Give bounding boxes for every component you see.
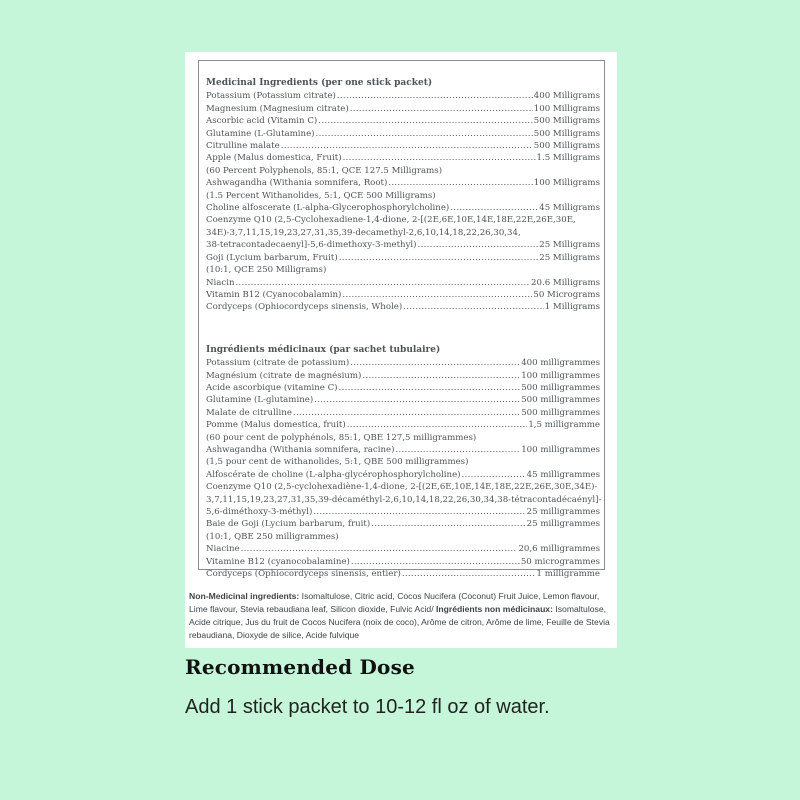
ingredient-name: Glutamine (L-Glutamine)	[206, 128, 315, 139]
french-ingredients-section	[206, 344, 600, 581]
ingredient-name: Ashwagandha (Withania somnifera, racine)	[206, 444, 395, 455]
ingredient-name: Choline alfoscerate (L-alpha-Glycerophosphorylcholine)	[206, 203, 450, 214]
dot-leader	[371, 518, 525, 530]
ingredient-row	[206, 177, 600, 189]
recommended-dose-heading: Recommended Dose	[185, 655, 415, 679]
ingredient-row	[206, 301, 600, 313]
ingredient-note: (60 Percent Polyphenols, 85:1, QCE 127.5 Milligrams)	[206, 165, 443, 176]
dot-leader	[314, 394, 520, 406]
ingredient-amount: 45 milligrammes	[526, 469, 600, 480]
ingredient-note: (10:1, QCE 250 Milligrams)	[206, 265, 327, 276]
ingredient-row	[206, 382, 600, 394]
ingredient-note: (60 pour cent de polyphénols, 85:1, QBE 127,5 milligrammes)	[206, 432, 477, 443]
ingredient-name: Glutamine (L-glutamine)	[206, 395, 314, 406]
dot-leader	[395, 444, 520, 456]
dot-leader	[241, 543, 518, 555]
ingredient-note: 3,7,11,15,19,23,27,31,35,39-décaméthyl-2,6,10,14,18,22,26,30,34,38-tétracontadécaényl]-	[206, 494, 602, 505]
ingredient-name: Potassium (citrate de potassium)	[206, 358, 350, 369]
ingredient-name: Niacin	[206, 277, 235, 288]
ingredient-amount: 20.6 Milligrams	[531, 277, 600, 288]
ingredient-amount: 25 Milligrams	[539, 240, 600, 251]
ingredient-row	[206, 568, 600, 580]
ingredient-amount: 1 milligramme	[536, 569, 600, 580]
ingredient-amount: 1,5 milligramme	[528, 420, 600, 431]
dot-leader	[281, 140, 533, 152]
ingredient-name: 38-tetracontadecaenyl]-5,6-dimethoxy-3-methyl)	[206, 240, 417, 251]
ingredient-amount: 100 Milligrams	[533, 103, 600, 114]
ingredient-name: Goji (Lycium barbarum, Fruit)	[206, 252, 338, 263]
ingredient-amount: 50 Micrograms	[533, 289, 600, 300]
dot-leader	[316, 128, 533, 140]
ingredient-row	[206, 115, 600, 127]
ingredient-row	[206, 407, 600, 419]
dot-leader	[347, 419, 528, 431]
non-medicinal-ingredients	[189, 590, 613, 642]
non-medicinal-label-en: Non-Medicinal ingredients:	[189, 591, 300, 601]
ingredient-amount: 500 Milligrams	[533, 141, 600, 152]
ingredient-row	[206, 556, 600, 568]
ingredient-row	[206, 444, 600, 456]
recommended-dose-text: Add 1 stick packet to 10-12 fl oz of water.	[185, 696, 550, 718]
ingredient-amount: 400 Milligrams	[533, 91, 600, 102]
ingredient-row	[206, 90, 600, 102]
ingredient-name: Malate de citrulline	[206, 407, 292, 418]
ingredient-row	[206, 370, 600, 382]
dot-leader	[350, 357, 520, 369]
ingredient-name: Vitamine B12 (cyanocobalamine)	[206, 556, 350, 567]
non-medicinal-text-fr: Isomaltulose, Acide citrique, Jus du fruit de Cocos Nucifera (noix de coco), Arôme de citron, Arôme de lime, Feuille de Stevia rebaudiana, Dioxyde de silice, Acide fulvique	[189, 604, 610, 640]
ingredient-name: 5,6-diméthoxy-3-méthyl)	[206, 507, 313, 517]
ingredient-amount: 25 Milligrams	[539, 252, 600, 263]
french-ingredient-list	[206, 357, 600, 580]
ingredient-name: Cordyceps (Ophiocordyceps sinensis, entier)	[206, 569, 401, 580]
ingredient-amount: 50 microgrammes	[520, 556, 600, 567]
ingredient-row	[206, 103, 600, 115]
ingredient-note: 34E)-3,7,11,15,19,23,27,31,35,39-decamethyl-2,6,10,14,18,22,26,30,34,	[206, 227, 521, 238]
ingredient-row	[206, 202, 600, 214]
english-section-title: Medicinal Ingredients (per one stick packet)	[206, 78, 433, 88]
english-ingredient-list	[206, 90, 600, 313]
dot-leader	[350, 103, 533, 115]
ingredient-name: Niacine	[206, 544, 240, 555]
dot-leader	[418, 239, 539, 251]
ingredient-name: Apple (Malus domestica, Fruit)	[206, 153, 342, 164]
dot-leader	[462, 469, 526, 481]
ingredient-name: Acide ascorbique (vitamine C)	[206, 382, 338, 393]
english-ingredients-section	[206, 77, 600, 314]
dot-leader	[337, 90, 533, 102]
dot-leader	[313, 506, 525, 518]
ingredient-name: Pomme (Malus domestica, fruit)	[206, 420, 346, 431]
medicinal-ingredients-panel	[198, 60, 605, 580]
dot-leader	[339, 252, 539, 264]
ingredient-row	[206, 518, 600, 530]
ingredient-amount: 25 milligrammes	[526, 507, 600, 517]
ingredient-amount: 20,6 milligrammes	[518, 544, 600, 555]
ingredient-amount: 1 Milligrams	[544, 302, 600, 313]
ingredient-amount: 500 Milligrams	[533, 128, 600, 139]
french-section-title: Ingrédients médicinaux (par sachet tubulaire)	[206, 344, 441, 355]
ingredient-row	[206, 277, 600, 289]
ingredient-amount: 1.5 Milligrams	[536, 153, 600, 164]
ingredient-row	[206, 252, 600, 264]
ingredient-note: (1,5 pour cent de withanolides, 5:1, QBE 500 milligrammes)	[206, 457, 469, 468]
dot-leader	[339, 382, 521, 394]
ingredient-name: Citrulline malate	[206, 141, 280, 152]
ingredient-note: (10:1, QBE 250 milligrammes)	[206, 531, 339, 542]
ingredient-name: Ashwagandha (Withania somnifera, Root)	[206, 178, 388, 189]
non-medicinal-label-fr: Ingrédients non médicinaux:	[435, 604, 553, 614]
ingredient-row	[206, 543, 600, 555]
dot-leader	[342, 289, 532, 301]
ingredient-row	[206, 239, 600, 251]
ingredient-name: Potassium (Potassium citrate)	[206, 91, 336, 102]
dot-leader	[343, 152, 536, 164]
ingredient-row	[206, 152, 600, 164]
dot-leader	[450, 202, 538, 214]
ingredient-amount: 100 milligrammes	[521, 444, 600, 455]
ingredient-amount: 100 Milligrams	[533, 178, 600, 189]
supplement-facts-label	[185, 52, 617, 648]
ingredient-note: (1.5 Percent Withanolides, 5:1, QCE 500 Milligrams)	[206, 190, 436, 201]
ingredient-name: Alfoscérate de choline (L-alpha-glycérophosphorylcholine)	[206, 469, 461, 480]
ingredient-amount: 500 milligrammes	[521, 382, 600, 393]
ingredient-row	[206, 140, 600, 152]
ingredient-amount: 100 milligrammes	[521, 370, 600, 381]
ingredient-note: Coenzyme Q10 (2,5-cyclohexadiène-1,4-dione, 2-[(2E,6E,10E,14E,18E,22E,26E,30E,34E)-	[206, 482, 598, 493]
ingredient-row	[206, 289, 600, 301]
ingredient-amount: 400 milligrammes	[521, 358, 600, 369]
ingredient-amount: 45 Milligrams	[539, 203, 600, 214]
dot-leader	[402, 568, 536, 580]
ingredient-row	[206, 128, 600, 140]
ingredient-row	[206, 506, 600, 518]
ingredient-amount: 500 milligrammes	[521, 407, 600, 418]
ingredient-amount: 25 milligrammes	[526, 519, 600, 530]
ingredient-name: Vitamin B12 (Cyanocobalamin)	[206, 289, 342, 300]
ingredient-row	[206, 357, 600, 369]
dot-leader	[351, 556, 520, 568]
ingredient-name: Cordyceps (Ophiocordyceps sinensis, Whole)	[206, 302, 403, 313]
ingredient-note: Coenzyme Q10 (2,5-Cyclohexadiene-1,4-dione, 2-[(2E,6E,10E,14E,18E,22E,26E,30E,	[206, 215, 576, 226]
dot-leader	[236, 277, 531, 289]
dot-leader	[318, 115, 533, 127]
dot-leader	[403, 301, 544, 313]
non-medicinal-text-en: Isomaltulose, Citric acid, Cocos Nucifera (Coconut) Fruit Juice, Lemon flavour, Lime flavour, Stevia rebaudiana leaf, Silicon dioxide, Fulvic Acid/	[189, 591, 600, 614]
ingredient-row	[206, 469, 600, 481]
dot-leader	[388, 177, 532, 189]
ingredient-name: Magnesium (Magnesium citrate)	[206, 103, 349, 114]
dot-leader	[293, 407, 520, 419]
ingredient-name: Ascorbic acid (Vitamin C)	[206, 116, 318, 127]
ingredient-amount: 500 Milligrams	[533, 116, 600, 127]
ingredient-amount: 500 milligrammes	[521, 395, 600, 406]
ingredient-name: Baie de Goji (Lycium barbarum, fruit)	[206, 519, 371, 530]
ingredient-row	[206, 394, 600, 406]
ingredient-name: Magnésium (citrate de magnésium)	[206, 370, 362, 381]
dot-leader	[362, 370, 520, 382]
ingredient-row	[206, 419, 600, 431]
